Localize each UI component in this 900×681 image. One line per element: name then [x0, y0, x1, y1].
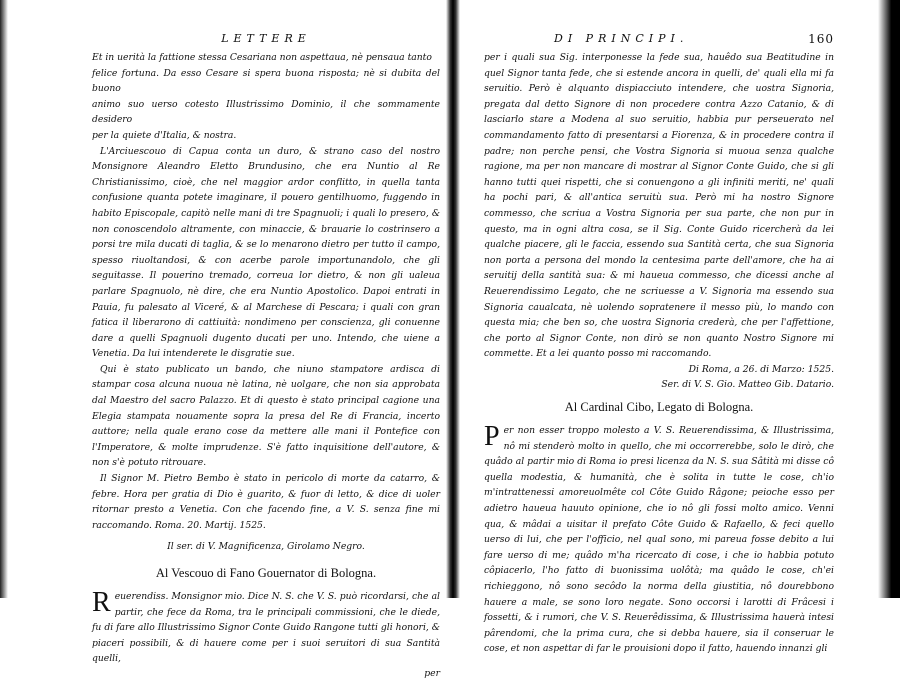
- right-page-text: [484, 50, 834, 362]
- right-dateline: Di Roma, a 26. di Marzo: 1525.: [688, 363, 834, 375]
- page-number: 160: [808, 32, 834, 46]
- right-letter-address: Al Cardinal Cibo, Legato di Bologna.: [564, 400, 754, 415]
- left-catchword: per: [424, 667, 440, 679]
- left-page-text: [92, 50, 440, 533]
- left-paragraph-bembo: Il Signor M. Pietro Bembo è stato in pericolo di morte da catarro, & febre. Hora per gratia di Dio è guarito, & fuor di letto, & dice di uoler ritornar presto a Venetia. Con che facendo fine, a V. S. senza fine mi raccomando. Roma. 20. Martij. 1525.: [92, 473, 440, 531]
- right-paragraph-cardinal: er non esser troppo molesto a V. S. Reuerendissima, & Illustrissima, nô mi stenderò molto in quello, che mi occorrerebbe, solo le dirò, che quâdo al partir mio di Roma io presi licenza da N. S. sua Sâtità mi disse cô quella modestia, & humanità, che è solita in tutte le cose, ch'io m'intrattenessi amoreuolmête col Côte Guido Râgone; peioche esso per adietro haueua hauuto opinione, che io nô gli fossi molto amico. Venni qua, & mâdai a uisitar il prefato Côte Guido & Rafaello, & feci quello uerso di lui, che per l'officio, nel qual sono, mi pareua fosse debito a lui fare uerso di me; quâdo m'ha ricercato di cose, i che io habbia potuto côpiacerlo, l'ho fatto di buonissima uolôtà; ma quâdo le cose, ch'ei richieggono, nô sono secôdo la norma della giustitia, nô dourebbono hauere a male, se sono loro negate. Sono occorsi i larotti di Frâcesi i fossetti, & i rumori, che V. S. Reuerêdissima, & Illustrissima hauerà intesi pârendomi, che la prima cura, che si debba hauere, sia il conseruar le cose, et non aspettar di far le prouisioni dopo il fatto, hauendo innanzi gli: [484, 425, 834, 655]
- right-edge-shadow: [878, 0, 900, 598]
- left-paragraph-bando: Qui è stato publicato un bando, che niuno stampatore ardisca di stampar cosa alcuna nuoua nè latina, nè uolgare, che non sia approbata dal Maestro del sacro Palazzo. Et di questo è stato principal cagione una Elegia stampata nouamente sopra la presa del Re di Francia, incerto auttore; nella quale erano cose da mettere alle mani il Pontefice con l'Imperatore, & molte imprudenze. S'è fatto inquisitione dell'autore, & non s'è potuto ritrouare.: [92, 363, 440, 469]
- left-paragraph-reuerendiss: euerendiss. Monsignor mio. Dice N. S. che V. S. può ricordarsi, che al partir, che fece da Roma, tra le principali commissioni, che le diede, fu di fare allo Illustrissimo Signor Conte Guido Rangone tutti gli honori, & piaceri possibili, & di hauere come per i suoi seruitori di sua Santità quelli,: [92, 591, 440, 665]
- left-line-3: animo suo uerso cotesto Illustrissimo Dominio, il che sommamente desidero: [92, 98, 440, 126]
- right-signature: Ser. di V. S. Gio. Matteo Gib. Datario.: [661, 379, 834, 391]
- running-head-right-title: DI PRINCIPI.: [554, 32, 689, 45]
- left-paragraph-capua: L'Arciuescouo di Capua conta un duro, & strano caso del nostro Monsignore Aleandro Eletto Brundusino, che era Nuntio al Re Christianissimo, cioè, che nel maggior ardor conflitto, in quella tanta confusione quanta potete imaginare, il pouero gentilhuomo, fuggendo in habito Episcopale, capitò nelle mani di tre Spagnuoli; i quali lo presero, & non conoscendolo altramente, con minaccie, & brauarie lo costrinsero a porsi tre mila ducati di taglia, & se lo menarono dietro per tutto il campo, spesso riuoltandosi, & con acerbe parole importunandolo, che gli seguitasse. Il pouerino tremado, correua lor dietro, & non gli ualeua parlare Spagnuolo, nè dire, che era Nuntio Apostolico. Dapoi entrati in Pauia, fu palesato al Viceré, & al Marchese di Pescara; i quali con gran fatica il liberarono di cattiuità: nondimeno per conscienza, gli conuenne dare a quelli Spagnuoli dugento ducati per uno. Intendo, che uiene a Venetia. Da lui intenderete le disgratie sue.: [92, 145, 440, 360]
- left-edge-shadow: [0, 0, 8, 598]
- right-paragraph-fede: per i quali sua Sig. interponesse la fede sua, hauêdo sua Beatitudine in quel Signor tanta fede, che si estende ancora in quelli, de' quali ella mi fa seruitio. Però è alquanto dispiacciuto intendere, che uostra Signoria, pregata dal detto Signore di non procedere contra Azzo Catanio, & di lasciarlo stare a Modena al suo seruitio, habbia pur perseuerato nel commandamento fatto di presentarsi a Fiorenza, & in procedere contra il padre; non perche pensi, che Vostra Signoria si muoua senza qualche ragione, ma per non mancare di mostrar al Signor Conte Guido, che si gli hanno tutti quei rispetti, che si conuengono a gli infiniti meriti, ne' quali ha pochi pari, & all'antica seruitù sua. Però mi ha nostro Signore commesso, che scriua a Vostra Signoria per sua parte, che non pur in questo, ma in ogni altra cosa, se il Sig. Conte Guido ricercherà da lei qualche piacere, gli le faccia, essendo sua Santità certa, che sua Signoria non porta a persona del mondo la centesima parte dell'amore, che ha ai seruitij della santità sua: & mi haueua commesso, che dicessi anche al Reuerendissimo Legato, che ne scriuesse a V. Signoria ma essendo sua Signoria caualcata, nè uolendo sopratenere il messo più, lo mando con questa mia; che ben so, che uostra Signoria crederà, che per l'affettione, che porto al Signor Conte, non dirò se non quanto Nostro Signore mi commette. Et a lei quanto posso mi raccomando.: [484, 52, 834, 360]
- left-page: [92, 0, 440, 679]
- left-line-4: per la quiete d'Italia, & nostra.: [92, 129, 237, 141]
- left-dropcap: R: [92, 587, 111, 618]
- left-letter-body: [92, 589, 440, 667]
- book-gutter: [446, 0, 460, 598]
- right-letter-body: [484, 423, 834, 657]
- running-head-right: [484, 28, 834, 50]
- right-dropcap: P: [484, 421, 500, 453]
- left-signature: Il ser. di V. Magnificenza, Girolamo Negro.: [167, 541, 365, 553]
- left-line-1: Et in uerità la fattione stessa Cesariana non aspettaua, nè pensaua tanto: [92, 52, 432, 63]
- running-head-left: [92, 28, 440, 50]
- running-head-left-title: LETTERE: [221, 32, 311, 45]
- left-letter-address: Al Vescouo di Fano Gouernator di Bologna.: [155, 566, 377, 580]
- right-page: [484, 0, 834, 655]
- left-line-2: felice fortuna. Da esso Cesare si spera buona risposta; nè si dubita del buono: [92, 67, 440, 95]
